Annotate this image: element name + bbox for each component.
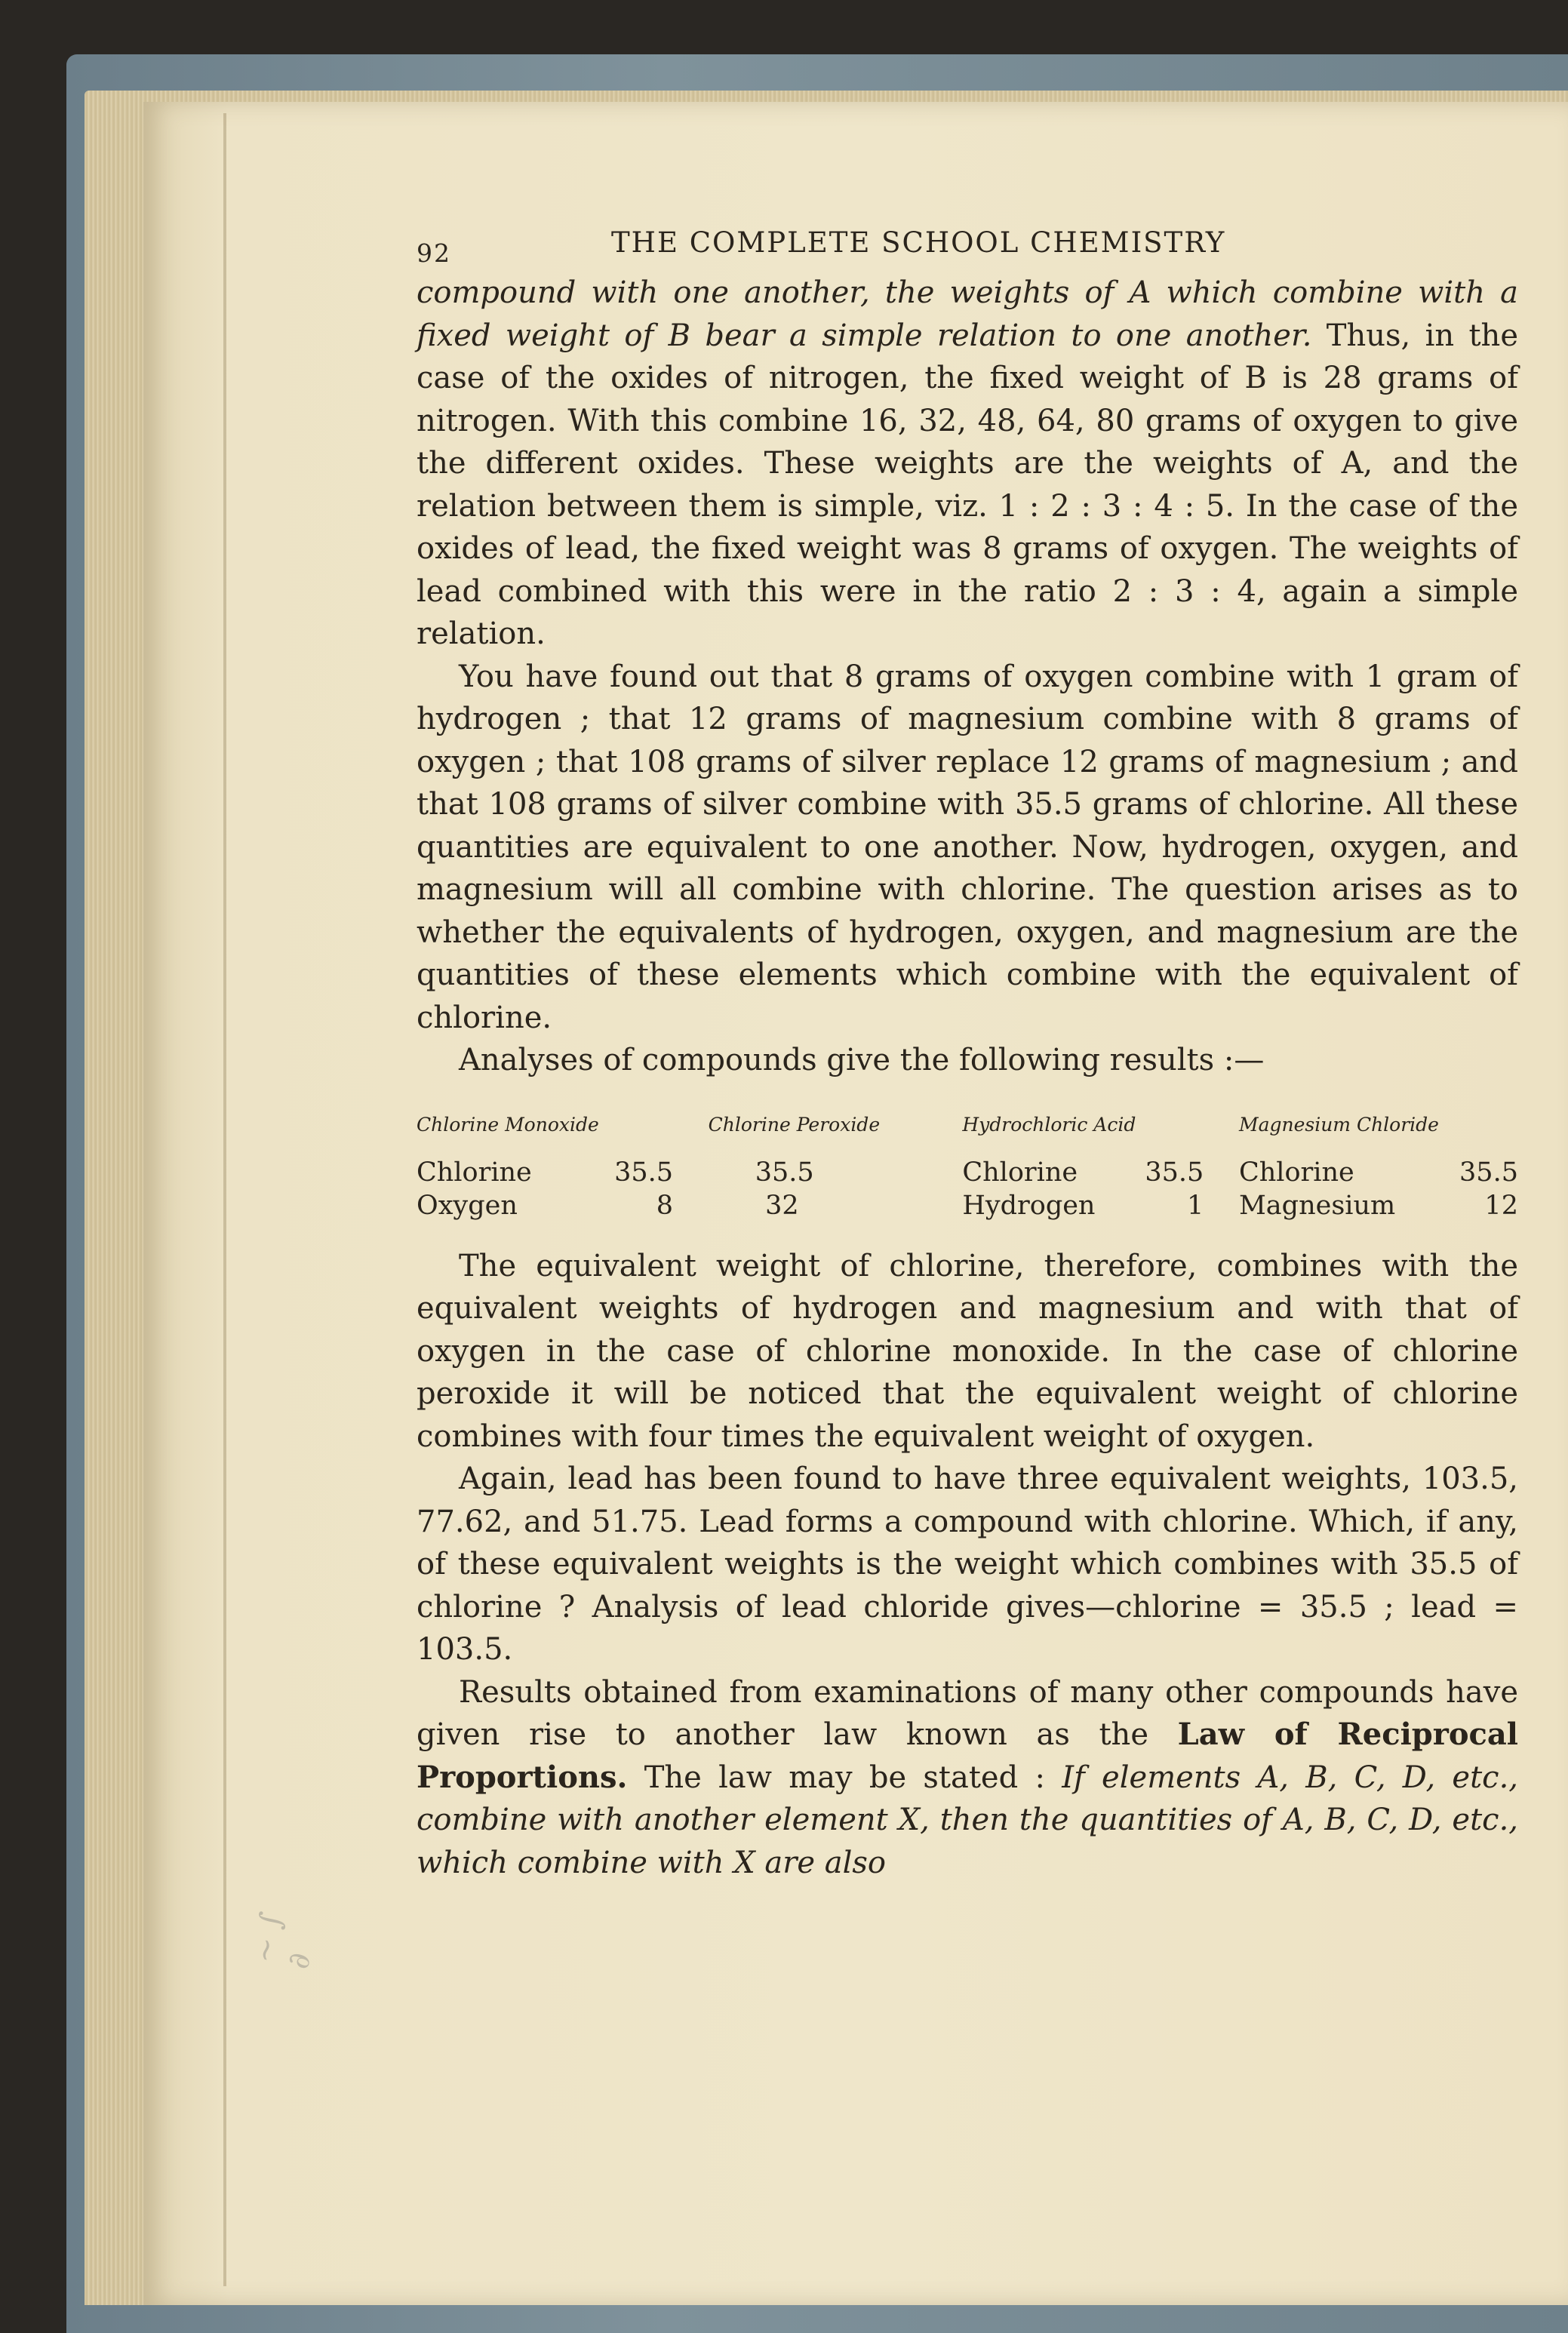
table-row [1239,1189,1518,1222]
paragraph-6-text: Results obtained from examinations of many other compounds have given rise to another law known as the [417,1674,1518,1752]
paragraph-5: Again, lead has been found to have three equivalent weights, 103.5, 77.62, and 51.75. Lead forms a compound with chlorine. Which, if any, of these equivalent weights is the weight which combines with 35.5 of chlorine ? Analysis of lead chloride gives—chlorine = 35.5 ; lead = 103.5. [417,1462,1518,1667]
column-header: Magnesium Chloride [1238,1113,1439,1136]
running-title: THE COMPLETE SCHOOL CHEMISTRY [611,226,1226,259]
row-value: 1 [1187,1190,1204,1221]
paragraph-3: Analyses of compounds give the following results :— [459,1043,1265,1077]
law-statement-continued: compound with one another, the weights of A which combine with a fixed weight of B bear a simple relation to one another. [417,275,1518,353]
table-row [709,1189,927,1222]
pencil-marginalia: ~ ∫ ∂ [246,1909,318,1972]
row-label: Chlorine [1238,1157,1354,1188]
row-label: Chlorine [417,1157,532,1188]
row-value: 35.5 [755,1157,814,1188]
table-row [962,1156,1204,1189]
column-header: Chlorine Monoxide [417,1113,599,1136]
table-column [709,1114,927,1222]
table-row [417,1156,673,1189]
row-label: Oxygen [417,1190,518,1221]
table-row [1239,1156,1518,1189]
row-label: Magnesium [1238,1190,1396,1221]
row-label: Chlorine [962,1157,1078,1188]
row-value: 8 [656,1190,673,1221]
row-value: 32 [765,1190,799,1221]
page-gutter [223,113,226,2286]
analysis-table [417,1114,1518,1222]
table-row [709,1156,927,1189]
table-column [962,1114,1204,1222]
paragraph-2: You have found out that 8 grams of oxygen combine with 1 gram of hydrogen ; that 12 grams of magnesium combine with 8 grams of oxygen ; that 108 grams of silver replace 12 grams of magnesium ; and that 108 grams of silver combine with 35.5 grams of chlorine. All these quantities are equivalent to one another. Now, hydrogen, oxygen, and magnesium will all combine with chlorine. The question arises as to whether the equivalents of hydrogen, oxygen, and magnesium are the quantities of these elements which combine with the equivalent of chlorine. [417,659,1518,1035]
column-header: Chlorine Peroxide [708,1113,881,1136]
paragraph-4: The equivalent weight of chlorine, therefore, combines with the equivalent weights of hydrogen and magnesium and with that of oxygen in the case of chlorine monoxide. In the case of chlorine peroxide it will be noticed that the equivalent weight of chlorine combines with four times the equivalent weight of oxygen. [417,1248,1518,1454]
table-row [962,1189,1204,1222]
row-value: 35.5 [1459,1157,1518,1188]
column-header: Hydrochloric Acid [962,1113,1136,1136]
row-label: Hydrogen [962,1190,1096,1221]
row-value: 35.5 [1145,1157,1204,1188]
row-value: 12 [1484,1190,1518,1221]
page-number: 92 [417,238,451,268]
paragraph-6 [417,1671,1518,1885]
table-column [417,1114,673,1222]
paragraph-6-text-mid: The law may be stated : [627,1760,1062,1795]
page-text [417,226,1518,1884]
law-name: Law of Reciprocal Proportions. [417,1717,1518,1795]
table-row [417,1189,673,1222]
paragraph-1-text: Thus, in the case of the oxides of nitrogen, the fixed weight of B is 28 grams of nitrogen. With this combine 16, 32, 48, 64, 80 grams of oxygen to give the different oxides. These weights are the weights of A, and the relation between them is simple, viz. 1 : 2 : 3 : 4 : 5. In the case of the oxides of lead, the fixed weight was 8 grams of oxygen. The weights of lead combined with this were in the ratio 2 : 3 : 4, again a simple relation. [417,318,1518,651]
law-statement: If elements A, B, C, D, etc., combine with another element X, then the quantities of A, B, C, D, etc., which combine with X are also [417,1760,1518,1880]
row-value: 35.5 [614,1157,673,1188]
paragraph-1 [417,272,1518,656]
table-column [1239,1114,1518,1222]
running-head [417,226,1518,272]
